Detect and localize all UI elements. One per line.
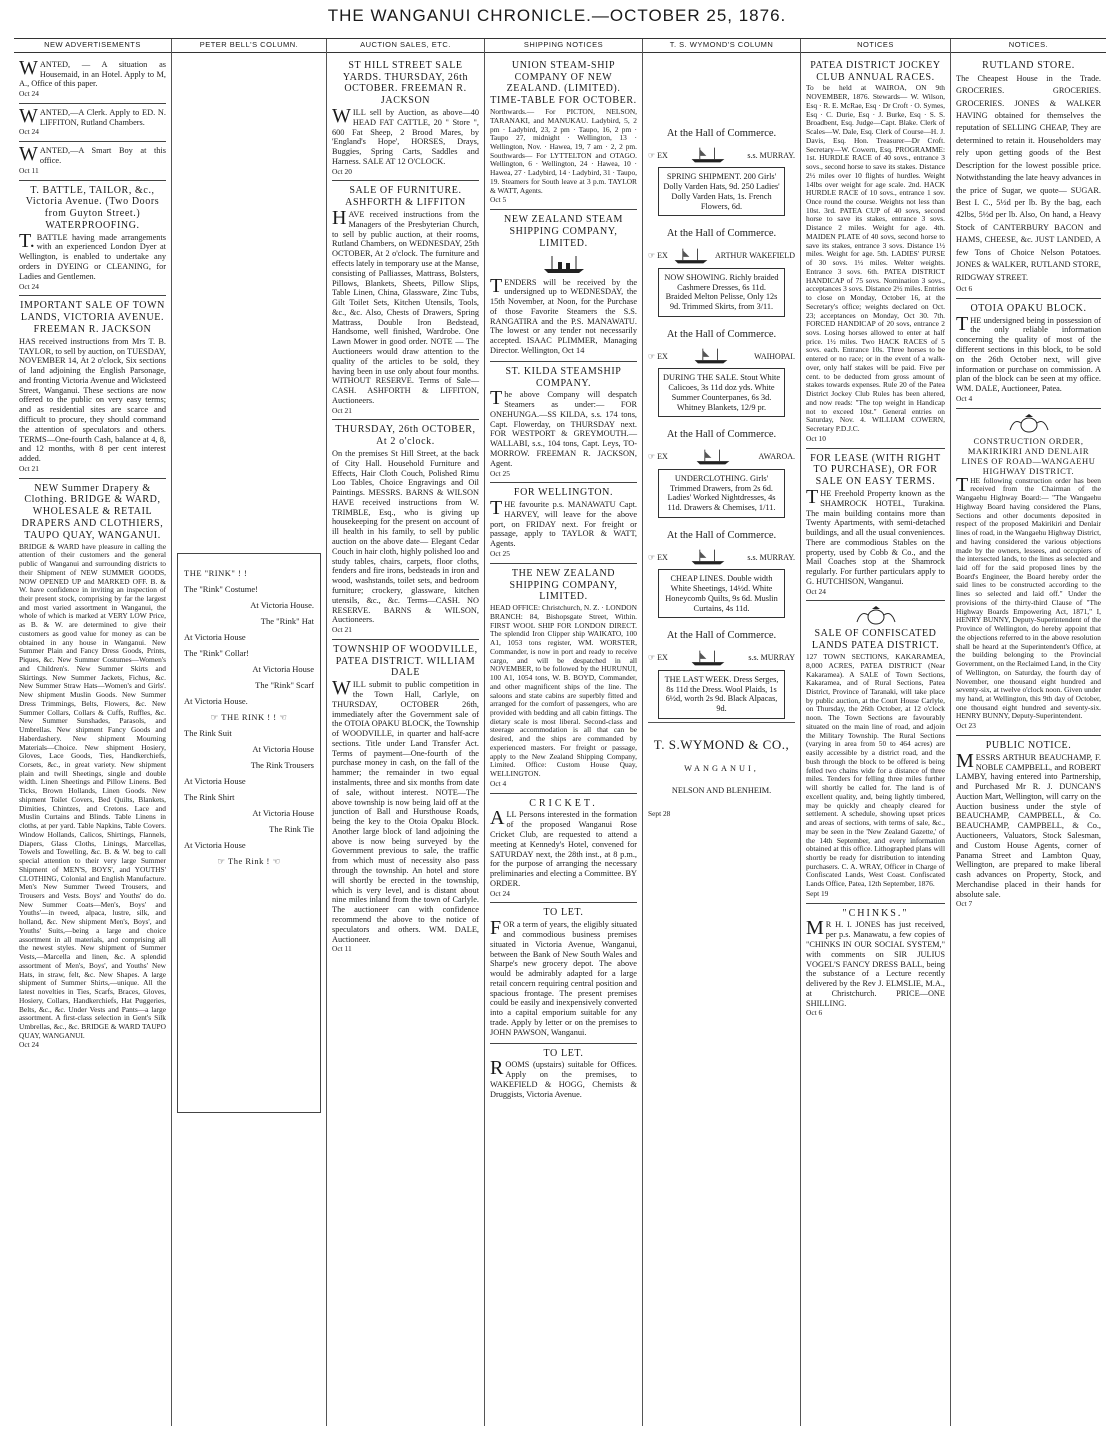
ad-body: MR H. I. JONES has just received, per p.s. Manawatu, a few copies of "CHINKS IN OUR SOCIAL SYSTEM," with comments on SIR JULIUS VOGEL'S FANCY DRESS BALL, being the substance of a Lecture recently delivered by the Rev J. ELMSLIE, M.A., at Christchurch. PRICE—ONE SHILLING. — [806, 917, 945, 1008]
ad-title: THURSDAY, 26th OCTOBER, At 2 o'clock. — [335, 424, 476, 448]
price-box: CHEAP LINES. Double width White Sheetings, 14½d. White Honeycomb Quilts, 9s 6d. Muslin Curtains, 4s 11d. — [658, 569, 785, 618]
column-notices — [801, 39, 951, 1426]
ship-row — [648, 649, 795, 667]
ship-row — [648, 247, 795, 265]
ex-label: ☞ EX — [648, 150, 668, 160]
ad-date: Oct 24 — [19, 281, 39, 291]
ship-name: WAIHOPAI. — [754, 351, 795, 361]
column-heading: T. S. WYMOND'S COLUMN — [643, 39, 800, 53]
hall-heading: At the Hall of Commerce. — [666, 429, 777, 441]
rink-line: At Victoria House — [252, 744, 314, 755]
ad-date: Oct 24 — [19, 1040, 39, 1050]
ad-date: Oct 6 — [806, 1008, 823, 1018]
ship-name: ARTHUR WAKEFIELD — [714, 251, 795, 260]
hall-heading: At the Hall of Commerce. — [666, 127, 777, 139]
rink-line: At Victoria House — [184, 840, 246, 851]
ad-body: T.BATTLE having made arrangements with an experienced London Dyer at Wellington, is enabled to undertake any orders in DYEING or CLEANING, for Ladies and Gentlemen. — [19, 229, 166, 281]
ad-title: IMPORTANT SALE OF TOWN LANDS, VICTORIA AVENUE. FREEMAN R. JACKSON — [20, 300, 165, 335]
price-box: THE LAST WEEK. Dress Serges, 8s 11d the Dress. Wool Plaids, 1s 6½d, worth 2s 9d. Black Alpacas, 9d. — [658, 670, 785, 719]
ad-date: Oct 24 — [806, 586, 826, 596]
rink-line: The "Rink" Hat — [260, 615, 314, 626]
advertisement — [19, 56, 166, 104]
ad-date: Oct 4 — [956, 393, 973, 403]
price-box: DURING THE SALE. Stout White Calicoes, 3s 11d doz yds. White Summer Counterpanes, 6s 3d. Whitney Blankets, 12/9 pr. — [658, 368, 785, 417]
column-shipping-notices — [485, 39, 643, 1426]
advertisement — [956, 56, 1101, 299]
hall-heading: At the Hall of Commerce. — [666, 630, 777, 642]
ad-title: FOR WELLINGTON. — [513, 487, 614, 499]
ship-icon — [688, 649, 728, 667]
steamship-icon — [542, 253, 586, 275]
ship-row — [648, 146, 795, 164]
ad-title: NEW ZEALAND STEAM SHIPPING COMPANY, LIMITED. — [504, 214, 623, 249]
ad-date: Oct 21 — [19, 463, 39, 473]
ad-title: UNION STEAM-SHIP COMPANY OF NEW ZEALAND. (LIMITED). TIME-TABLE FOR OCTOBER. — [490, 59, 637, 107]
advertisement — [956, 299, 1101, 409]
column-notices-2 — [951, 39, 1106, 1426]
ad-body: THE following construction order has been received from the Chairman of the Wangaehu Highway Board:— "The Wangaehu Highway Board having considered the Plans, Sections and other documents deposited in respect of the proposed Makirikiri and Denlair lines of road, in the Wangaehu Highway District, and having considered the various objections made by the owners, lessees, and occupiers of the intersected lands, to the lines as selected and laid off for the said proposed lines by the Board's Engineer, the Board hereby order the said lines to be constructed according to the lines so selected and laid off." Under the provisions of the thirty-third Clause of "The Highway Boards Empowering Act, 1871," I, HENRY BUNNY, Deputy-Superintendent of the Province of Wellington, do hereby appoint that the objections referred to in the above resolution shall be heard at the Superintendent's Office, at the building belonging to the Provincial Government, on the Reclaimed Land, in the City of Wellington, on Saturday, the fourth day of November, one thousand eight hundred and seventy-six, at twelve o'clock noon. Given under my hand, at Wellington, this 9th day of October, one thousand eight hundred and seventy-six. HENRY BUNNY, Deputy-Superintendent. — [956, 473, 1101, 721]
advertisement — [332, 181, 479, 420]
royal-crest-icon — [1004, 414, 1054, 434]
advertisement — [490, 483, 637, 563]
advertisement — [490, 56, 637, 210]
column-peter-bell — [172, 39, 327, 1426]
ad-date: Sept 28 — [648, 808, 671, 818]
advertisement — [806, 56, 945, 449]
ship-icon — [688, 548, 728, 566]
ad-body: WANTED,—A Smart Boy at this office. — [19, 143, 166, 166]
ad-body: ROOMS (upstairs) suitable for Offices. Apply on the premises, to WAKEFIELD & HOGG, Chemists & Druggists, Victoria Avenue. — [490, 1057, 637, 1099]
advertisement — [490, 794, 637, 904]
ship-row — [648, 548, 795, 566]
masthead: THE WANGANUI CHRONICLE.—OCTOBER 25, 1876. — [327, 6, 787, 25]
ad-date: Oct 20 — [332, 166, 352, 176]
ship-name: s.s. MURRAY — [748, 653, 795, 662]
price-box: NOW SHOWING. Richly braided Cashmere Dresses, 6s 11d. Braided Melton Pelisse, Only 12s 9d. Trimmed Skirts, from 3/11. — [658, 268, 785, 317]
ad-body: MESSRS ARTHUR BEAUCHAMP, F. NOBLE CAMPBELL, and ROBERT LAMBY, having entered into Partnership, and Purchased Mr R. J. DUNCAN'S Auction Mart, Wellington, will carry on the Auction business under the style of BEAUCHAMP, CAMPBELL, & Co. BEAUCHAMP, CAMPBELL, & Co., Auctioneers, Valuators, Stock Salesman, and Custom House Agents, corner of Panama Street and Lambton Quay, Wellington, are prepared to make liberal cash advances on Property, Stock, and Merchandise placed in their hands for absolute sale. — [956, 749, 1101, 899]
ad-title: OTOIA OPAKU BLOCK. — [970, 302, 1087, 314]
advertisement — [332, 640, 479, 958]
hall-heading: At the Hall of Commerce. — [666, 328, 777, 340]
advertisement — [332, 56, 479, 182]
rink-line: At Victoria House. — [184, 695, 248, 706]
ship-icon — [693, 448, 733, 466]
ad-date: Oct 25 — [490, 468, 510, 478]
column-auction-sales — [327, 39, 485, 1426]
column-heading: NOTICES. — [951, 39, 1106, 53]
ad-date: Oct 11 — [19, 165, 39, 175]
ad-body: THE Freehold Property known as the SHAMROCK HOTEL, Turakina. The main building contains more than Twenty Apartments, with semi-detached buildings, and all the usual conveniences. There are commodious Stables on the property, used by Cobb & Co., and the Mail Coaches stop at the Shamrock regularly. For further particulars apply to G. HUTCHISON, Wanganui. — [806, 485, 945, 586]
ad-body: HEAD OFFICE: Christchurch, N. Z. · LONDON BRANCH: 84, Bishopsgate Street, Within. FIRST WOOL SHIP FOR LONDON DIRECT. The splendid Iron Clipper ship WAIKATO, 100 A1, 1053 tons register, WM. WORSTER, Commander, is now in port and ready to receive cargo, and will be despatched in all NOVEMBER, to be followed by the HURUNUI, 100 A1, 1054 tons, W. B. BOYD, Commander, and other magnificent ships of the line. The saloons and state cabins are superbly fitted and arranged for the comfort of passengers, who are provided with bedding and all cabin fittings. The dietary scale is most liberal. Second-class and steerage accommodation is all that can be desired, and the ships are commanded by experienced masters. For freight or passage, apply to the New Zealand Shipping Company, Limited. Office: Custom House Quay, WELLINGTON. — [490, 603, 637, 779]
ad-body: On the premises St Hill Street, at the back of City Hall. Household Furniture and Effects, Hair Cloth Couch, Polished Rimu Loo Tables, Choice Engravings and Oil Paintings. MESSRS. BARNS & WILSON HAVE received instructions from W. TRIMBLE, Esq., who is giving up housekeeping for the present on account of ill health in his family, to sell by public auction on the above date— Elegant Cedar Couch in hair cloth, highly polished loo and study tables, chairs, carpets, floor cloths, fenders and fire irons, bedsteads in iron and wood, washstands, toilet sets, and bedroom furniture; crockery, glassware, kitchen utensils, &c., &c. Terms—CASH. NO RESERVE. BARNS & WILSON, Auctioneers. — [332, 449, 479, 625]
advertisement — [19, 479, 166, 1055]
rink-line: At Victoria House — [184, 776, 246, 787]
ad-title: CONSTRUCTION ORDER, MAKIRIKIRI AND DENLAIR LINES OF ROAD—WANGAEHU HIGHWAY DISTRICT. — [961, 435, 1096, 476]
rink-line: At Victoria House — [252, 663, 314, 674]
ad-title: TOWNSHIP OF WOODVILLE, PATEA DISTRICT. WILLIAM DALE — [333, 643, 478, 679]
advertisement — [490, 903, 637, 1043]
ad-body: The above Company will despatch Steamers as under:— FOR ONEHUNGA.—SS KILDA, s.s. 174 tons, Capt. Flowerday, on THURSDAY next. FOR WESTPORT & GREYMOUTH.— WALLABI, s.s., 104 tons, Capt. Leys, TO-MORROW. FREEMAN R. JACKSON, Agent. — [490, 387, 637, 468]
ad-body: To be held at WAIROA, ON 9th NOVEMBER, 1876. Stewards— W. Wilson, Esq · R. E. McRae, Esq · Dr Croft · O. Symes, Esq · C. Durie, Esq · J. Burke, Esq · S. S. Broadbent, Esq. Judge—Capt. Blake. Clerk of Scales—W. Dale, Esq. Clerk of Course—H. J. Davis, Esq. Hon. Treasurer—Dr Croft. Secretary—W. Cowern, Esq. PROGRAMME: 1st. HURDLE RACE of 40 sovs., entrance 3 sovs., second horse to save its stakes. Distance 2½ miles over 10 flights of hurdles. Weight 14lbs over weight for age scale. 2nd. HACK HURDLE RACE of 10 sovs., entrance 1 sov. Once round the course. Weights not less than 10st. 3rd. PATEA CUP of 40 sovs, second horse to save its stakes, entrance 3 sovs. Distance 2 miles. Weight for age. 4th. MAIDEN PLATE of 40 sovs, second horse to save its stakes, entrance 3 sovs. Distance 1½ miles. Weight for age. 5th. LADIES' PURSE of 30 sovs. 1½ miles. Welter weights. Entrance 3 sovs. 6th. PATEA DISTRICT HANDICAP of 75 sovs. Nomination 3 sovs., acceptances 3 sovs. Distance 2½ miles. Entries to close on Monday, October 16, at the Secretary's office; weights declared on Oct. 23; acceptances on Monday, Oct 30. 7th. FORCED HANDICAP of 20 sovs, entrance 2 sovs. Losing horses allowed to enter at half price. 1½ miles. Two HACK RACES of 5 sovs. each. Entrance 10s. Three horses to be entered or no race; or in the event of a walk-over, only half stakes will be paid. Five per cent. to be deducted from gross amount of stakes towards expenses. Rule 20 of the Patea District Jockey Club Rules has been altered, and now reads: "The top weight in Handicap not to exceed 10st." General entries on Saturday, Nov. 4. WILLIAM COWERN, Secretary P.D.J.C. — [806, 83, 945, 434]
price-box: UNDERCLOTHING. Girls' Trimmed Drawers, from 2s 6d. Ladies' Worked Nightdresses, 4s 11d. Drawers & Chemises, 1/11. — [658, 469, 785, 518]
rink-headline: ☞ THE RINK ! ! ☜ — [210, 711, 288, 722]
ad-date: Oct 24 — [19, 127, 39, 137]
ad-date: Oct 21 — [332, 625, 352, 635]
column-heading: NEW ADVERTISEMENTS — [14, 39, 171, 53]
wymond-town: WANGANUI, — [684, 764, 759, 774]
ship-name: s.s. MURRAY. — [747, 150, 795, 160]
ad-title: NEW Summer Drapery & Clothing. BRIDGE & WARD, WHOLESALE & RETAIL DRAPERS AND CLOTHIERS, TAUPO QUAY, WANGANUI. — [21, 482, 164, 541]
rink-advertisement — [177, 553, 321, 1113]
ad-body: WANTED, — A situation as Housemaid, in an Hotel. Apply to M, A., Office of this paper. — [19, 56, 166, 89]
ad-date: Oct 25 — [490, 549, 510, 559]
ex-label: ☞ EX — [648, 653, 668, 662]
advertisement — [19, 296, 166, 478]
ad-title: ST. KILDA STEAMSHIP COMPANY. — [505, 365, 622, 389]
ad-body: HAVE received instructions from the Managers of the Presbyterian Church, to sell by public auction, at their rooms, Rutland Chambers, on WEDNESDAY, 25th OCTOBER, At 2 o'clock. The furniture and effects lately in temporary use at the Manse, consisting of Palliasses, Mattrass, Bolsters, Pillows, Blankets, Sheets, Pillow Slips, Table Linen, China, Glassware, Zinc Tubs, Gilt Toilet Sets, Kitchen Utensils, Tools, &c., &c. Also, Chests of Drawers, Spring Mattrass, Double Iron Bedstead, Handsome, well finished, Wardrobe. One Lawn Mower in good order. NOTE — The Auctioneers would draw attention to the quality of the articles to be sold, they having been in use only about four months. WITHOUT RESERVE. Terms of Sale—CASH. ASHFORTH & LIFFITON, Auctioneers. — [332, 207, 479, 405]
ad-date: Oct 21 — [332, 405, 352, 415]
ad-body: FOR a term of years, the eligibly situated and commodious business premises situated in Victoria Avenue, Wanganui, between the Bank of New South Wales and Sharpe's new grocery depot. The above would be admirably adapted for a large retail concern requiring central position and spacious frontage. The present premises could be easily and inexpensively converted into a capital emporium suitable for any trade. Apply by letter or on the premises to JOHN PAWSON, Wanganui. — [490, 917, 637, 1037]
hall-heading: At the Hall of Commerce. — [666, 529, 777, 541]
ad-title: "CHINKS." — [842, 907, 909, 919]
ad-title: SALE OF CONFISCATED LANDS PATEA DISTRICT. — [811, 628, 940, 652]
advertisement — [19, 104, 166, 142]
ad-title: SALE OF FURNITURE. ASHFORTH & LIFFITON — [345, 185, 466, 209]
ad-body: Northwards.— For PICTON, NELSON, TARANAKI, and MANUKAU. Ladybird, 5, 2 pm · Ladybird, 23, 2 pm · Taupo, 16, 2 pm · Taupo 27, midnight · Wellington, 13 · Wellington, Nov. · Hawea, 19, 7 am · 2, 2 pm. Southwards— For LYTTELTON and OTAGO. Wellington, 6 · Wellington, 24 · Hawea, 10 · Hawea, 27 · Ladybird, 14 · Ladybird, 31 · Taupo, 19. Steamers for South leave at 3 p.m. TAYLOR & WATT, Agents. — [490, 107, 637, 195]
ad-title: T. BATTLE, TAILOR, &c., Victoria Avenue. (Two Doors from Guyton Street.) WATERPROOFING. — [25, 184, 160, 231]
ad-date: Oct 4 — [490, 778, 507, 788]
newspaper-page — [14, 38, 1106, 1426]
column-wymond — [643, 39, 801, 1426]
ex-label: ☞ EX — [648, 251, 668, 260]
ad-body: The Cheapest House in the Trade. GROCERIES. GROCERIES. GROCERIES. JONES & WALKER HAVING obtained for themselves the reputation of SELLING CHEAP, They are determined to retain it. Householders may rely upon getting goods of the Best Description for the lowest possible price. Notwithstanding the late heavy advances in the price of Sugar, we quote— SUGAR. Best I. C., 5½d per lb. By the bag, each 42lbs, 5½d per lb. Also, On hand, a Heavy Stock of CANTERBURY BACON and HAMS, CHEESE, &c. JUST LANDED, A few Tons of Choice Nelson Potatoes. JONES & WALKER, RUTLAND STORE, RIDGWAY STREET. — [956, 73, 1101, 282]
ad-date: Oct 7 — [956, 899, 973, 909]
ship-icon — [688, 146, 728, 164]
ad-title: PATEA DISTRICT JOCKEY CLUB ANNUAL RACES. — [810, 59, 941, 83]
rink-line: The Rink Trousers — [250, 760, 314, 771]
ad-date: Oct 24 — [490, 888, 510, 898]
column-heading: PETER BELL'S COLUMN. — [172, 39, 326, 53]
advertisement — [806, 601, 945, 903]
ad-date: Oct 6 — [956, 284, 973, 294]
ad-date: Oct 23 — [956, 721, 976, 731]
rink-line: The "Rink" Collar! — [184, 647, 250, 658]
ad-date: Sept 19 — [806, 888, 829, 898]
ad-title: RUTLAND STORE. — [982, 59, 1075, 71]
rink-line: At Victoria House — [252, 808, 314, 819]
rink-line: The Rink Suit — [184, 728, 232, 738]
ad-body: HAS received instructions from Mrs T. B. TAYLOR, to sell by auction, on TUESDAY, NOVEMBER 14, At 2 o'clock, Six sections of land adjoining the English Parsonage, and fronting Victoria Avenue and Wicksteed Street, Wanganui. These sections are now offered to the public on very easy terms; and as residential sites are scarce and difficult to procure, they should command the attention of speculators and others. TERMS—One-fourth Cash, balance at 4, 8, and 12 months, with 8 per cent interest added. — [19, 336, 166, 464]
wymond-company-name: T. S.WYMOND & CO., — [653, 736, 790, 752]
ad-body: THE undersigned being in possession of the only reliable information concerning the quality of most of the different sections in this block, to be sold on the 26th October next, will give information or purchase on commission. A plan of the block can be seen at my office. WM. DALE, Auctioneer, Patea. — [956, 312, 1101, 394]
hall-heading: At the Hall of Commerce. — [666, 228, 777, 240]
ad-date: Oct 11 — [332, 944, 352, 954]
advertisement — [19, 181, 166, 297]
ship-icon — [671, 247, 711, 265]
ad-body: WANTED,—A Clerk. Apply to ED. N. LIFFITON, Rutland Chambers. — [19, 104, 166, 127]
ad-title: TO LET. — [543, 1047, 584, 1059]
ad-title: CRICKET. — [529, 797, 598, 809]
ex-label: ☞ EX — [648, 452, 668, 461]
ad-title: FOR LEASE (WITH RIGHT TO PURCHASE), OR FOR SALE ON EASY TERMS. — [810, 452, 941, 488]
ex-label: ☞ EX — [648, 552, 668, 562]
rink-line: At Victoria House. — [250, 599, 314, 610]
ship-row — [648, 347, 795, 365]
ad-title: THE NEW ZEALAND SHIPPING COMPANY, LIMITED. — [509, 567, 618, 603]
ad-body: 127 TOWN SECTIONS, KAKARAMEA, 8,000 ACRES, PATEA DISTRICT (Near Kakaramea). A SALE of Town Sections, Kakaramea, and of Rural Sections, Patea District, Province of Taranaki, will take place by public auction, at the Court House Carlyle, on Thursday, the 26th October, at 12 o'clock noon. The Town Sections are favourably situated on the main line of road, and adjoin the Military Township. The Rural Sections (varying in area from 50 to 464 acres) are easily accessible by a district road, and the bush through the block to be offered is being felled two chains wide for a distance of three miles. Tenders for felling three miles further will shortly be called for. The land is of excellent quality, and, being lightly timbered, may be quickly and cheaply cleared for settlement. A schedule, showing upset prices and areas of sections, with terms of sale, &c., may be seen in the 'New Zealand Gazette,' of the 14th September, and every information obtained at this office. Lithographed plans will shortly be ready for distribution to intending purchasers. C. A. WRAY, Officer in Charge of Confiscated Lands, West Coast. Confiscated Lands Office, Patea, 12th September, 1876. — [806, 652, 945, 889]
ship-row — [648, 448, 795, 466]
ex-label: ☞ EX — [648, 351, 668, 361]
column-heading: SHIPPING NOTICES — [485, 39, 642, 53]
advertisement — [19, 142, 166, 180]
ad-body: WILL sell by Auction, as above—40 HEAD FAT CATTLE, 20 " Store ", 600 Fat Sheep, 2 Brood Mares, by 'England's Hope', HORSES, Drays, Buggies, Spring Carts, Saddles and Harness. SALE AT 12 O'CLOCK. — [332, 105, 479, 166]
ship-name: s.s. MURRAY. — [747, 552, 795, 562]
advertisement — [490, 1044, 637, 1105]
wymond-branches: NELSON AND BLENHEIM. — [671, 785, 772, 795]
rink-headline: ☞ The Rink ! ☜ — [217, 856, 281, 867]
ad-body: ALL Persons interested in the formation of the proposed Wanganui Rose Cricket Club, are requested to attend a meeting at Kennedy's Hotel, convened for SATURDAY next, the 28th inst., at 8 p.m., for the purpose of arranging the necessary preliminaries and electing a Committee. BY ORDER. — [490, 807, 637, 888]
advertisement — [332, 420, 479, 639]
rink-line: The Rink Tie — [269, 824, 314, 835]
advertisement — [490, 362, 637, 484]
advertisement — [806, 904, 945, 1023]
ad-body: THE favourite p.s. MANAWATU Capt. HARVEY, will leave for the above port, on FRIDAY next. For freight or passage, apply to TAYLOR & WATT, Agents. — [490, 497, 637, 549]
ad-title: TO LET. — [543, 907, 584, 919]
rink-line: At Victoria House — [184, 631, 246, 642]
ship-name: AWAROA. — [758, 452, 795, 461]
advertisement — [956, 409, 1101, 736]
column-heading: NOTICES — [801, 39, 950, 53]
ad-body: BRIDGE & WARD have pleasure in calling the attention of their customers and the general public of Wanganui and surrounding districts to their Shipment of NEW SUMMER GOODS, NOW OPENED UP and MARKED OFF. B. & W. have confidence in inviting an inspection of their present stock, comprising by far the largest and most varied assortment in Wanganui, the whole of which is marked at VERY LOW Price, as B. & W. are determined to give their customers as good value for money as can be obtained in any house in Wanganui. New Summer Plain and Fancy Dress Goods, Prints, Piques, &c. New Summer Costumes—Women's and Children's. New Summer Skirts and Skirtings. New Summer Jackets, Fichus, &c. New Summer Straw Hats—Women's and Girls'. New shipment Muslin Goods. New Summer Dress Trimmings, Belts, Flowers, &c. New Summer Collars, Collars & Cuffs, Ruffles, &c. New Summer Sunshades, Parasols, and Umbrellas. New shipment Fancy Goods and Haberdashery. New shipment Mourning Materials—Choice. New shipment Hosiery, Gloves, Lace Goods, Ties, Handkerchiefs, Corsets, &c., in great variety. New shipment plain and twill Sheetings, single and double width. Linen Sheetings and Pillow Linens. Bed Ticks, Brown Hollands, Linen Goods. New shipment Toilet Covers, Bed Quilts, Blankets, Dimities, Chintzes, and Cretons. Lace and Muslin Curtains and Blinds. Table Linens in cloths, at per yard. Table Napkins, Table Covers. Window Hollands, Calicos, Shirtings, Flannels, Diapers, Glass Cloths, Linings, Marcellas, Towels and Towelling, &c. B. & W. beg to call special attention to their very large Summer Shipment of MEN'S, BOYS', and YOUTHS' CLOTHING, Colonial and English Manufacture. Men's New Summer Tweed Trousers, and Trousers and Vests. Boys' and Youths' do do. New Summer Coats—Men's, Boys' and Youths'—in tweed, alpaca, lustre, silk, and holland, &c. New shipment Men's, Boys', and Youths' Suits,—being a large and choice assortment in all materials, and comprising all the newest styles. New shipment of Summer Vests,—Marcella and linen, &c. A splendid assortment of Men's, Boys', and Youths' New Hats, in straw, felt, &c. New Shapes. A large shipment of Summer Shirts,—unique. All the latest novelties in Ties, Scarfs, Braces, Gloves, Hosiery, Collars, Handkerchiefs, Hat Puggeries, Belts, &c., &c. Under Vests and Pants—a large assortment. A first-class selection in Gent's Silk Umbrellas, &c., &c. BRIDGE & WARD TAUPO QUAY, WANGANUI. — [19, 541, 166, 1040]
rink-line: The "Rink" Costume! — [184, 583, 258, 594]
royal-crest-icon — [851, 606, 901, 626]
ad-date: Oct 10 — [806, 433, 826, 443]
advertisement — [956, 736, 1101, 913]
column-new-advertisements — [14, 39, 172, 1426]
rink-headline: THE "RINK" ! ! — [184, 567, 248, 578]
advertisement — [490, 210, 637, 362]
rink-line: The "Rink" Scarf — [255, 679, 314, 690]
ad-title: PUBLIC NOTICE. — [985, 739, 1072, 751]
ad-date: Oct 24 — [19, 89, 39, 99]
column-heading: AUCTION SALES, ETC. — [327, 39, 484, 53]
ship-icon — [691, 347, 731, 365]
advertisement — [490, 564, 637, 794]
ad-date: Oct 5 — [490, 195, 507, 205]
price-box: SPRING SHIPMENT. 200 Girls' Dolly Varden Hats, 9d. 250 Ladies' Dolly Varden Hats, 1s. French Flowers, 6d. — [658, 167, 785, 216]
ad-title: ST HILL STREET SALE YARDS. THURSDAY, 26th OCTOBER. FREEMAN R. JACKSON — [342, 59, 469, 107]
rink-line: The Rink Shirt — [184, 792, 235, 803]
ad-body: WILL submit to public competition in the Town Hall, Carlyle, on THURSDAY, OCTOBER 26th, immediately after the Government sale of the OTOIA OPAKU BLOCK, the Township of WOODVILLE, in quarter and half-acre sections. Title under Land Transfer Act. Terms of payment—One-fourth of the purchase money in cash, on the fall of the hammer; the remainder in two equal instalments, three and six months from date of sale, without interest. NOTE—The above township is now being laid off at the junction of Ball and Hursthouse Roads, being the key to the Otoia Opaku Block. Another large block of land adjoining the above is now being surveyed by the Government previous to sale, the traffic from which must of necessity also pass through the township. An hotel and store will shortly be erected in the township, which is very level, and is distant about nine miles inland from the town of Carlyle. The auctioneer can with confidence recommend the above to the notice of speculators and others. WM. DALE, Auctioneer. — [332, 677, 479, 944]
advertisement — [806, 449, 945, 602]
ad-body: TENDERS will be received by the undersigned up to WEDNESDAY, the 15th November, at Noon, for the Purchase of those Favorite Steamers the S.S. RANGATIRA and the P.S. MANAWATU. The lowest or any tender not necessarily accepted. ISAAC PLIMMER, Managing Director. Wellington, Oct 14 — [490, 274, 637, 355]
